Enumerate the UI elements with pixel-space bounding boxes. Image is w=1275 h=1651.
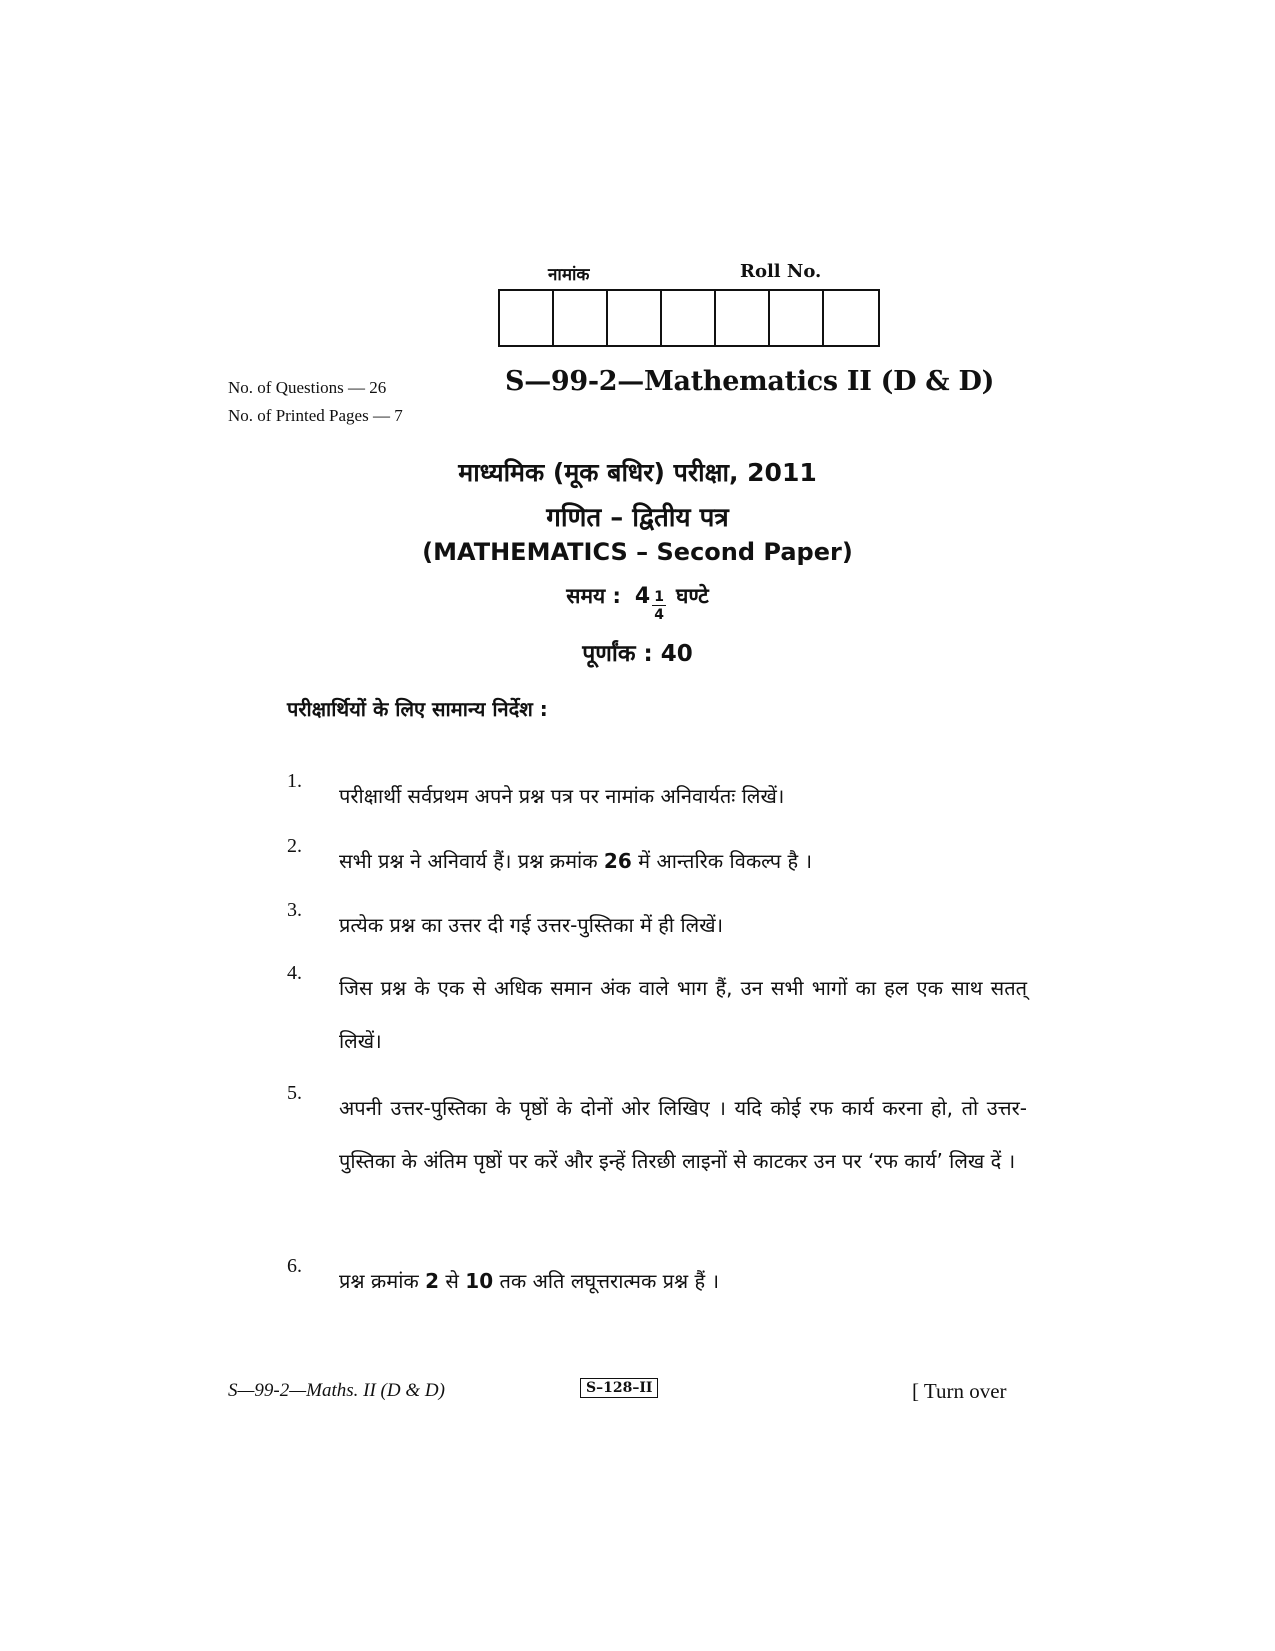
roll-box	[554, 291, 608, 345]
fraction-denominator: 4	[654, 607, 664, 623]
roll-label-english: Roll No.	[740, 261, 822, 282]
instruction-text-part: में आन्तरिक विकल्प है ।	[631, 849, 813, 873]
instruction-text	[339, 1255, 1027, 1308]
time-whole: 4	[634, 583, 651, 609]
exam-title: माध्यमिक (मूक बधिर) परीक्षा, 2011	[458, 458, 817, 487]
time-allowed	[0, 580, 1275, 623]
instruction-text: अपनी उत्तर-पुस्तिका के पृष्ठों के दोनों ओर लिखिए । यदि कोई रफ कार्य करना हो, तो उत्तर-पुस्तिका के अंतिम पृष्ठों पर करें और इन्हें तिरछी लाइनों से काटकर उन पर ‘रफ कार्य’ लिख दें ।	[339, 1096, 1027, 1173]
number-of-questions: No. of Questions — 26	[228, 378, 387, 397]
turn-over-note: [ Turn over	[912, 1379, 1007, 1403]
footer-paper-code: S—99-2—Maths. II (D & D)	[228, 1380, 445, 1401]
instruction-number: 3.	[287, 899, 302, 921]
fraction-numerator: 1	[654, 589, 664, 605]
time-label: समय :	[566, 584, 621, 608]
roll-label-hindi: नामांक	[548, 265, 590, 285]
instruction-number: 5.	[287, 1082, 302, 1104]
instruction-item	[287, 1255, 1027, 1308]
question-number: 10	[465, 1269, 494, 1293]
time-fraction	[652, 590, 666, 622]
instruction-number: 2.	[287, 835, 302, 857]
roll-box	[716, 291, 770, 345]
instruction-text-part: तक अति लघूत्तरात्मक प्रश्न हैं ।	[493, 1269, 720, 1293]
instruction-item	[287, 1082, 1027, 1188]
question-number: 26	[603, 849, 632, 873]
question-number: 2	[425, 1269, 440, 1293]
instruction-number: 6.	[287, 1255, 302, 1277]
instruction-number: 1.	[287, 770, 302, 792]
roll-box	[500, 291, 554, 345]
instruction-item	[287, 899, 1027, 952]
footer-code-badge: S–128–II	[580, 1378, 658, 1398]
roll-box	[608, 291, 662, 345]
roll-box	[662, 291, 716, 345]
instruction-text: जिस प्रश्न के एक से अधिक समान अंक वाले भाग हैं, उन सभी भागों का हल एक साथ सतत् लिखें।	[339, 976, 1027, 1053]
paper-title-english: (MATHEMATICS – Second Paper)	[422, 538, 853, 566]
instruction-item	[287, 770, 1027, 823]
roll-box	[824, 291, 878, 345]
instruction-number: 4.	[287, 962, 302, 984]
number-of-pages: No. of Printed Pages — 7	[228, 406, 403, 425]
time-unit: घण्टे	[675, 584, 709, 608]
instruction-item	[287, 962, 1027, 1068]
paper-code: S—99-2—Mathematics II (D & D)	[505, 366, 995, 397]
instruction-text: परीक्षार्थी सर्वप्रथम अपने प्रश्न पत्र पर नामांक अनिवार्यतः लिखें।	[339, 784, 785, 808]
instruction-text	[339, 835, 1027, 888]
instruction-item	[287, 835, 1027, 888]
subject-title: गणित – द्वितीय पत्र	[546, 503, 729, 533]
roll-number-boxes	[498, 289, 880, 347]
roll-box	[770, 291, 824, 345]
instructions-heading: परीक्षार्थियों के लिए सामान्य निर्देश :	[287, 697, 548, 721]
instruction-text-part: प्रश्न क्रमांक	[339, 1269, 426, 1293]
total-marks: पूर्णांक : 40	[582, 641, 693, 667]
instruction-text: प्रत्येक प्रश्न का उत्तर दी गई उत्तर-पुस्तिका में ही लिखें।	[339, 913, 724, 937]
instruction-text-part: से	[439, 1269, 466, 1293]
instruction-text-part: सभी प्रश्न ने अनिवार्य हैं। प्रश्न क्रमांक	[339, 849, 604, 873]
